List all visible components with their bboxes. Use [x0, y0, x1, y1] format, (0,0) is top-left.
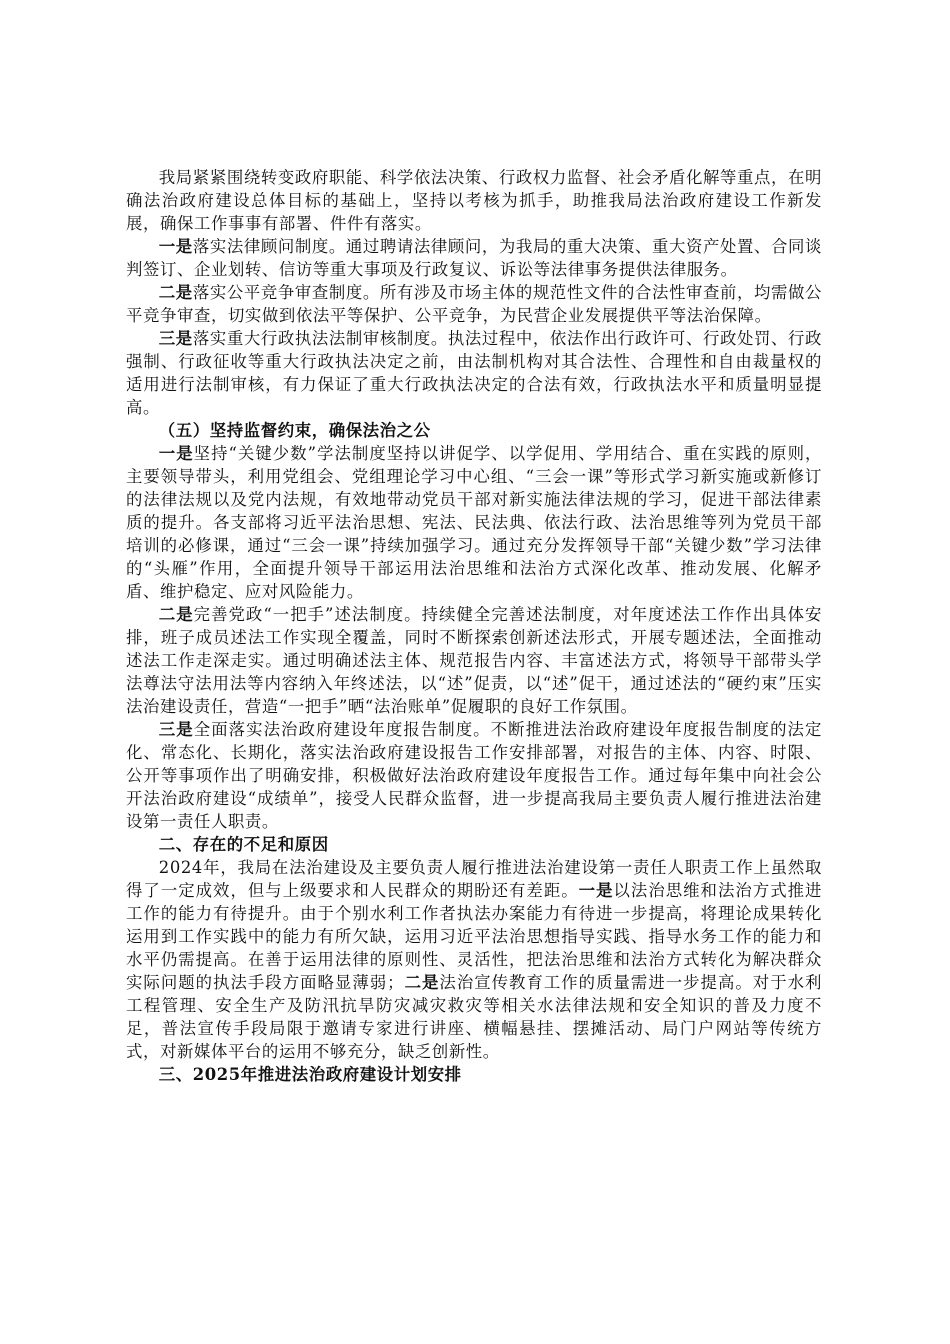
item-lead: 一是 — [158, 237, 193, 256]
intro-paragraph: 我局紧紧围绕转变政府职能、科学依法决策、行政权力监督、社会矛盾化解等重点，在明确法治政府建设总体目标的基础上，坚持以考核为抓手，助推我局法治政府建设工作新发展，确保工作事事有部署、件件有落实。 — [126, 168, 822, 233]
document-body — [126, 166, 822, 1086]
item-annual-report — [126, 718, 822, 833]
item-lead: 二是 — [158, 605, 194, 624]
item-text: 完善党政“一把手”述法制度。持续健全完善述法制度，对年度述法工作作出具体安排，班子成员述法工作实现全覆盖，同时不断探索创新述法形式，开展专题述法，全面推动述法工作走深走实。通过明确述法主体、规范报告内容、丰富述法方式，将领导干部带头学法尊法守法用法等内容纳入年终述法，以“述”促责，以“述”促干，通过述法的“硬约束”压实法治建设责任，营造“一把手”晒“法治账单”促履职的良好工作氛围。 — [126, 605, 822, 716]
section-heading-shortcomings: 二、存在的不足和原因 — [158, 835, 329, 854]
item-key-minority-study — [126, 442, 822, 603]
item-legal-advisor — [126, 235, 822, 281]
section-heading-plan-2025: 三、2025年推进法治政府建设计划安排 — [158, 1065, 462, 1084]
shortcomings-text-a: 2024年，我局在法治建设及主要负责人履行推进法治建设第一责任人职责工作上虽然取得了一定成效，但与上级要求和人民群众的期盼还有差距。 — [126, 858, 822, 900]
item-lead: 三是 — [158, 720, 194, 739]
shortcomings-text-c: 法治宣传教育工作的质量需进一步提高。对于水利工程管理、安全生产及防汛抗旱防灾减灾救灾等相关水法律法规和安全知识的普及力度不足，普法宣传手段局限于邀请专家进行讲座、横幅悬挂、摆摊活动、局门户网站等传统方式，对新媒体平台的运用不够充分，缺乏创新性。 — [126, 973, 823, 1061]
item-text: 全面落实法治政府建设年度报告制度。不断推进法治政府建设年度报告制度的法定化、常态化、长期化，落实法治政府建设报告工作安排部署，对报告的主体、内容、时限、公开等事项作出了明确安排，积极做好法治政府建设年度报告工作。通过每年集中向社会公开法治政府建设“成绩单”，接受人民群众监督，进一步提高我局主要负责人履行推进法治建设第一责任人职责。 — [126, 720, 822, 831]
item-law-enforcement-review — [126, 327, 822, 419]
item-text: 坚持“关键少数”学法制度坚持以讲促学、以学促用、学用结合、重在实践的原则，主要领导带头，利用党组会、党组理论学习中心组、“三会一课”等形式学习新实施或新修订的法律法规以及党内法规，有效地带动党员干部对新实施法律法规的学习，促进干部法律素质的提升。各支部将习近平法治思想、宪法、民法典、依法行政、法治思维等列为党员干部培训的必修课，通过“三会一课”持续加强学习。通过充分发挥领导干部“关键少数”学习法律的“头雁”作用，全面提升领导干部运用法治思维和法治方式深化改革、推动发展、化解矛盾、维护稳定、应对风险能力。 — [126, 444, 822, 601]
item-lead: 二是 — [404, 973, 440, 992]
item-text: 落实法律顾问制度。通过聘请法律顾问，为我局的重大决策、重大资产处置、合同谈判签订、企业划转、信访等重大事项及行政复议、诉讼等法律事务提供法律服务。 — [126, 237, 822, 279]
item-lead: 三是 — [158, 329, 193, 348]
item-lead: 二是 — [158, 283, 193, 302]
item-leader-report-law — [126, 603, 822, 718]
item-fair-competition — [126, 281, 822, 327]
item-text: 落实公平竞争审查制度。所有涉及市场主体的规范性文件的合法性审查前，均需做公平竞争审查，切实做到依法平等保护、公平竞争，为民营企业发展提供平等法治保障。 — [126, 283, 822, 325]
item-lead: 一是 — [578, 881, 614, 900]
shortcomings-paragraph — [126, 856, 822, 1063]
item-lead: 一是 — [158, 444, 194, 463]
shortcomings-text-b: 以法治思维和法治方式推进工作的能力有待提升。由于个别水利工作者执法办案能力有待进一步提高，将理论成果转化运用到工作实践中的能力有所欠缺，运用习近平法治思想指导实践、指导水务工作的能力和水平仍需提高。在善于运用法律的原则性、灵活性，把法治思维和法治方式转化为解决群众实际问题的执法手段方面略显薄弱； — [126, 881, 823, 992]
item-text: 落实重大行政执法法制审核制度。执法过程中，依法作出行政许可、行政处罚、行政强制、行政征收等重大行政执法决定之前，由法制机构对其合法性、合理性和自由裁量权的适用进行法制审核，有力保证了重大行政执法决定的合法有效，行政执法水平和质量明显提高。 — [126, 329, 822, 417]
section-heading-supervision: （五）坚持监督约束，确保法治之公 — [158, 421, 431, 440]
